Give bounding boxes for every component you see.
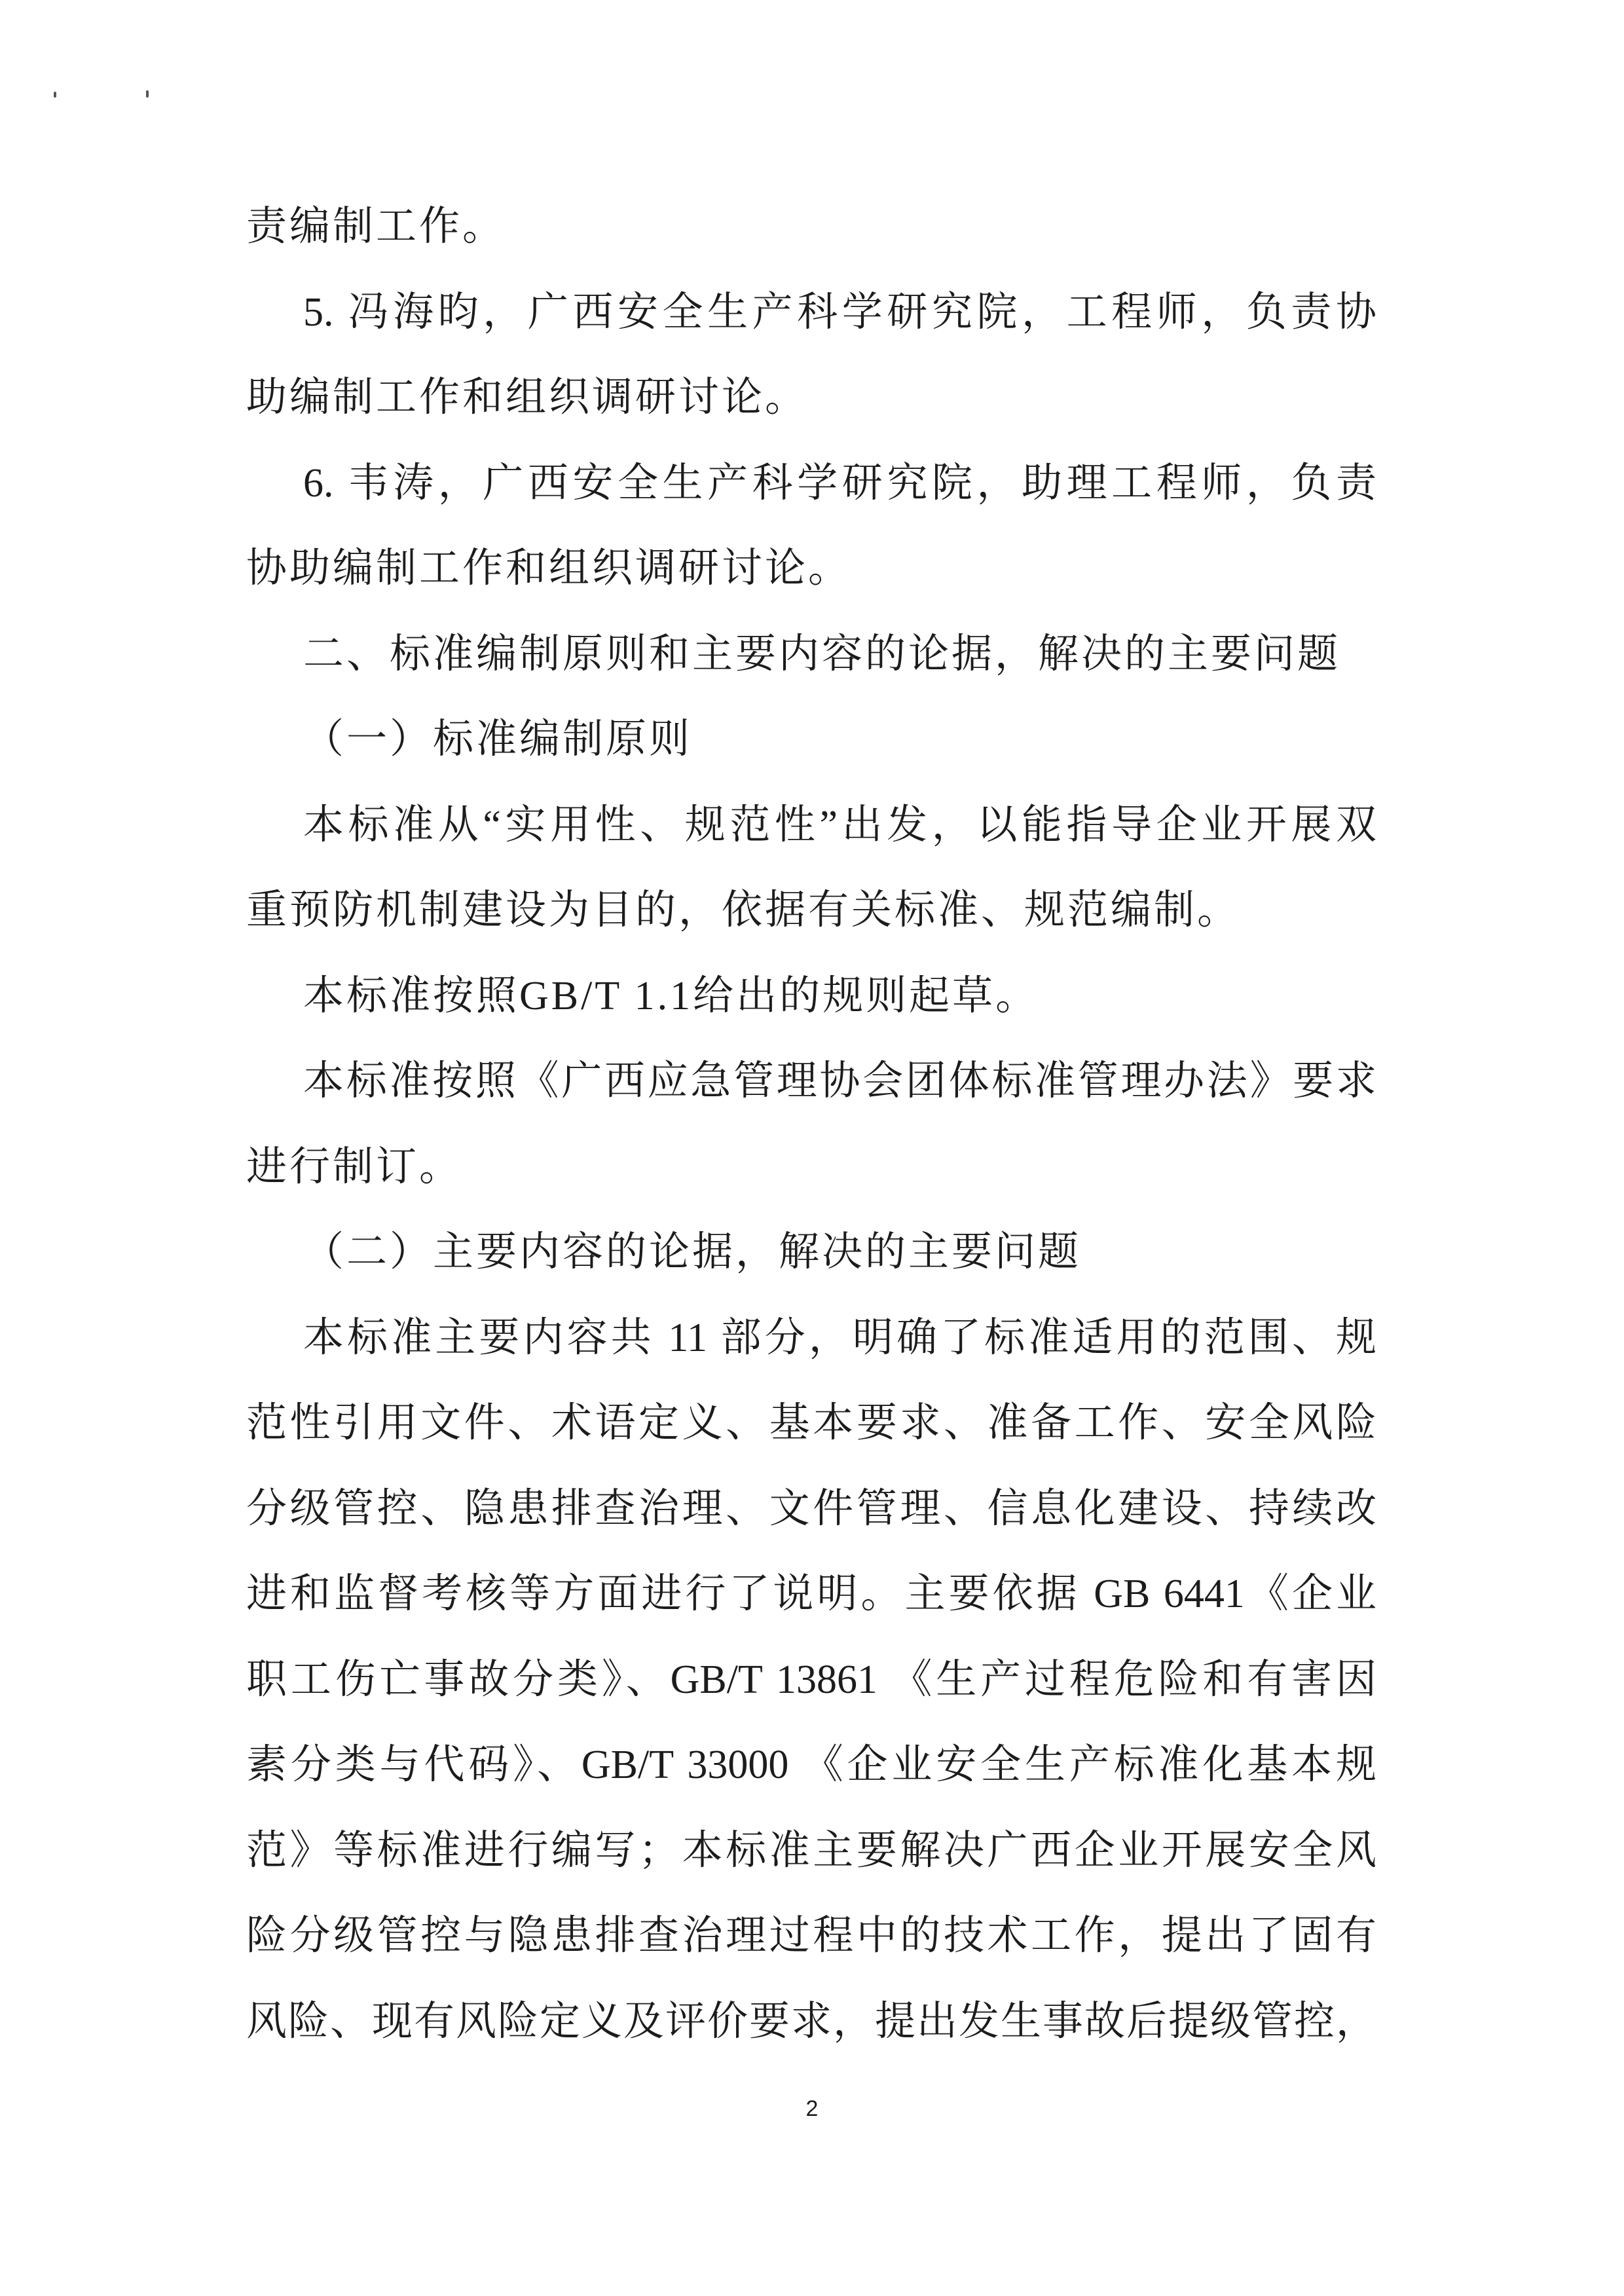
- text-line: （二）主要内容的论据，解决的主要问题: [303, 1230, 1082, 1274]
- text-line: 范》等标准进行编写；本标准主要解决广西企业开展安全风: [246, 1828, 1376, 1873]
- text-line: 范性引用文件、术语定义、基本要求、准备工作、安全风险: [246, 1401, 1376, 1445]
- text-line: 风险、现有风险定义及评价要求，提出发生事故后提级管控，: [246, 1999, 1376, 2044]
- contributor-item-5: [0, 270, 1624, 441]
- document-body: [0, 184, 1624, 2064]
- paragraph: [0, 1039, 1624, 1210]
- text-line: （一）标准编制原则: [303, 717, 693, 762]
- text-line: 本标准主要内容共 11 部分，明确了标准适用的范围、规: [303, 1315, 1376, 1360]
- text-line: 进和监督考核等方面进行了说明。主要依据 GB 6441《企业: [246, 1572, 1376, 1616]
- paragraph: [0, 954, 1624, 1039]
- text-line: 助编制工作和组织调研讨论。: [246, 375, 809, 420]
- scan-speck: [54, 92, 56, 98]
- scan-speck: [146, 90, 149, 98]
- text-line: 职工伤亡事故分类》、GB/T 13861 《生产过程危险和有害因: [246, 1657, 1376, 1702]
- text-line: 重预防机制建设为目的，依据有关标准、规范编制。: [246, 888, 1241, 933]
- text-line: 5. 冯海昀，广西安全生产科学研究院，工程师，负责协: [303, 289, 1376, 335]
- paragraph-continuation: [0, 184, 1624, 270]
- section-heading: [0, 612, 1624, 697]
- text-line: 责编制工作。: [246, 204, 506, 249]
- subsection-heading-1: [0, 697, 1624, 783]
- text-line: 二、标准编制原则和主要内容的论据，解决的主要问题: [303, 631, 1341, 676]
- text-line: 本标准按照《广西应急管理协会团体标准管理办法》要求: [303, 1059, 1376, 1103]
- text-line: 6. 韦涛，广西安全生产科学研究院，助理工程师，负责: [303, 460, 1376, 506]
- text-line: 本标准从“实用性、规范性”出发，以能指导企业开展双: [303, 802, 1376, 847]
- page-number: 2: [805, 2096, 819, 2121]
- text-line: 险分级管控与隐患排查治理过程中的技术工作，提出了固有: [246, 1914, 1376, 1958]
- text-line: 分级管控、隐患排查治理、文件管理、信息化建设、持续改: [246, 1486, 1376, 1531]
- text-line: 进行制订。: [246, 1144, 463, 1189]
- paragraph: [0, 1295, 1624, 2065]
- contributor-item-6: [0, 441, 1624, 612]
- paragraph: [0, 783, 1624, 954]
- text-line: 素分类与代码》、GB/T 33000 《企业安全生产标准化基本规: [246, 1743, 1376, 1787]
- subsection-heading-2: [0, 1210, 1624, 1295]
- text-line: 本标准按照GB/T 1.1给出的规则起草。: [303, 973, 1039, 1018]
- text-line: 协助编制工作和组织调研讨论。: [246, 546, 852, 591]
